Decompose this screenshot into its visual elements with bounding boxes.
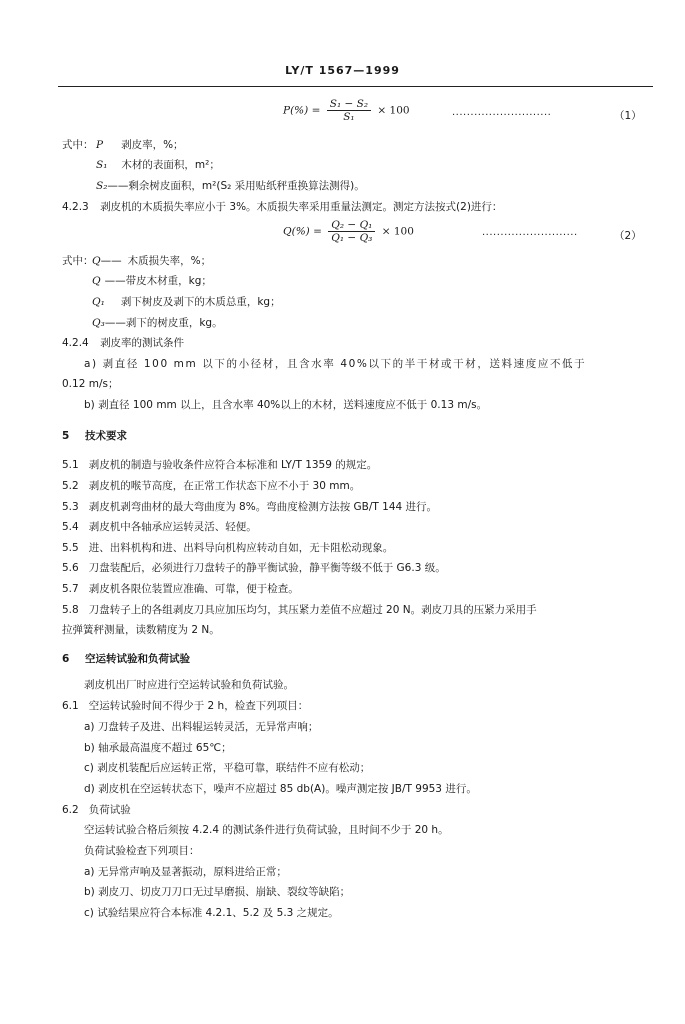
clause-4-2-4-heading: [62, 335, 184, 350]
definition-line: P 剥皮率，%；: [96, 139, 184, 151]
equation-2-fraction: [328, 219, 375, 244]
clause-number: 4.2.4: [62, 337, 89, 349]
clause-title: 剥皮率的测试条件: [100, 337, 185, 349]
clause-number: 4.2.3: [62, 201, 89, 213]
clause-item-b: b) 剥直径 100 mm 以上，且含水率 40%以上的木材，送料速度应不低于 0.13 m/s。: [84, 399, 488, 411]
equation-1-fraction: [327, 98, 371, 123]
clause-6-2-item-c: c) 试验结果应符合本标准 4.2.1、5.2 及 5.3 之规定。: [84, 907, 339, 919]
definition-intro: 式中：: [62, 255, 94, 267]
clause-5-1: 5.1 剥皮机的制造与验收条件应符合本标准和 LY/T 1359 的规定。: [62, 459, 378, 471]
section-title: 技术要求: [84, 430, 127, 442]
clause-6-2-item-b: b) 剥皮刀、切皮刀刀口无过早磨损、崩缺、裂纹等缺陷；: [84, 886, 351, 898]
equation-1-number: （1）: [614, 110, 642, 122]
equation-2-rhs: × 100: [381, 225, 414, 238]
section-6-intro: 剥皮机出厂时应进行空运转试验和负荷试验。: [84, 679, 294, 691]
definition-intro: 式中：: [62, 139, 94, 151]
clause-6-2-text: 负荷试验检查下列项目：: [84, 845, 200, 857]
definition-line: S₂——剩余树皮面积，m²(S₂ 采用贴纸秤重换算法测得)。: [96, 180, 365, 192]
equation-2-denominator: Q₁ − Q₃: [328, 231, 375, 244]
clause-5-5: 5.5 进、出料机构和进、出料导向机构应转动自如，无卡阻松动现象。: [62, 542, 394, 554]
clause-5-7: 5.7 剥皮机各限位装置应准确、可靠，便于检查。: [62, 583, 299, 595]
equation-2-number: （2）: [614, 230, 642, 242]
clause-5-8: 5.8 刀盘转子上的各组剥皮刀具应加压均匀，其压紧力差值不应超过 20 N。剥皮刀具的压紧力采用手: [62, 604, 537, 616]
equation-1-equals: =: [311, 104, 321, 117]
section-number: 5: [62, 430, 70, 442]
definition-line: Q₁ 剥下树皮及剥下的木质总重，kg；: [92, 296, 281, 308]
definition-line: Q₃——剥下的树皮重，kg。: [92, 317, 223, 329]
clause-6-2-text: 空运转试验合格后须按 4.2.4 的测试条件进行负荷试验，且时间不少于 20 h。: [84, 824, 449, 836]
clause-text: 剥皮机的木质损失率应小于 3%。木质损失率采用重量法测定。测定方法按式(2)进行：: [100, 201, 503, 213]
clause-5-2: 5.2 剥皮机的喉节高度，在正常工作状态下应不小于 30 mm。: [62, 480, 361, 492]
definition-line: Q ——带皮木材重，kg；: [92, 275, 212, 287]
equation-2-lhs: Q(%): [283, 225, 310, 238]
header-rule: [58, 86, 653, 87]
equation-1-numerator: S₁ − S₂: [329, 98, 369, 110]
clause-item-a-continued: 0.12 m/s；: [62, 378, 119, 390]
clause-6-1-item-a: a) 刀盘转子及进、出料辊运转灵活，无异常声响；: [84, 721, 319, 733]
clause-6-1-item-d: d) 剥皮机在空运转状态下，噪声不应超过 85 db(A)。噪声测定按 JB/T 9953 进行。: [84, 783, 477, 795]
equation-2-leader-dots: ··························: [482, 230, 578, 241]
clause-5-8-continued: 拉弹簧秤测量，读数精度为 2 N。: [62, 624, 220, 636]
clause-6-2-item-a: a) 无异常声响及显著振动，原料进给正常；: [84, 866, 287, 878]
document-code-header: LY/T 1567—1999: [285, 64, 400, 77]
equation-2: [283, 219, 414, 244]
clause-5-4: 5.4 剥皮机中各轴承应运转灵活、轻便。: [62, 521, 257, 533]
section-number: 6: [62, 653, 70, 665]
clause-5-3: 5.3 剥皮机剥弯曲材的最大弯曲度为 8%。弯曲度检测方法按 GB/T 144 进行。: [62, 501, 438, 513]
section-title: 空运转试验和负荷试验: [84, 653, 190, 665]
equation-1-leader-dots: ···························: [452, 110, 552, 121]
clause-5-6: 5.6 刀盘装配后，必须进行刀盘转子的静平衡试验，静平衡等级不低于 G6.3 级。: [62, 562, 446, 574]
definition-line: S₁ 木材的表面积，m²；: [96, 159, 220, 171]
equation-1: [283, 98, 410, 123]
equation-1-denominator: S₁: [327, 110, 371, 123]
equation-1-rhs: × 100: [377, 104, 410, 117]
clause-6-2: 6.2 负荷试验: [62, 804, 131, 816]
clause-4-2-3: [62, 199, 502, 214]
definition-line: Q—— 木质损失率，%；: [92, 255, 212, 267]
clause-6-1-item-c: c) 剥皮机装配后应运转正常，平稳可靠，联结件不应有松动；: [84, 762, 371, 774]
section-6-heading: [62, 651, 190, 666]
equation-2-equals: =: [313, 225, 322, 238]
equation-1-lhs: P(%): [283, 104, 309, 117]
clause-6-1-item-b: b) 轴承最高温度不超过 65℃；: [84, 742, 232, 754]
section-5-heading: [62, 428, 127, 443]
clause-6-1: 6.1 空运转试验时间不得少于 2 h，检查下列项目：: [62, 700, 309, 712]
equation-2-numerator: Q₂ − Q₁: [331, 219, 373, 231]
clause-item-a: a) 剥直径 100 mm 以下的小径材，且含水率 40%以下的半干材或干材，送料速度应不低于: [84, 358, 587, 370]
